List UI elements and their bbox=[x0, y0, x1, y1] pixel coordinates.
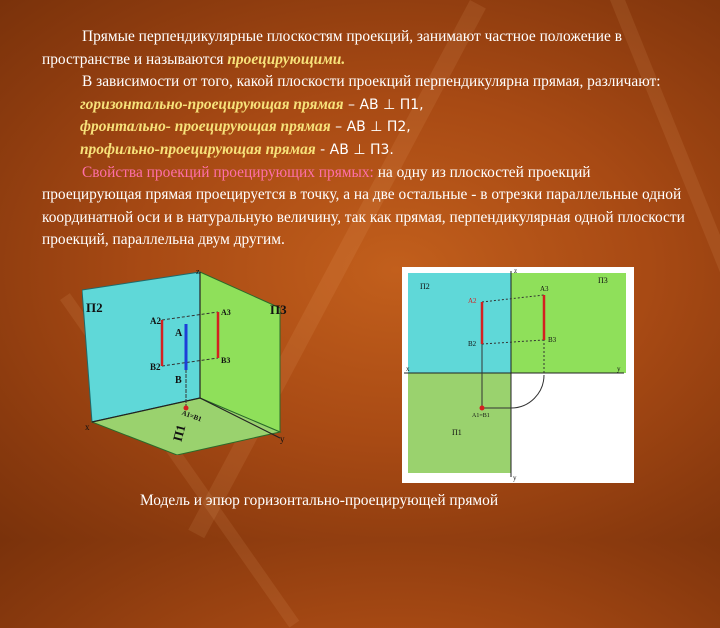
list-item bbox=[42, 94, 692, 117]
properties-lead: Свойства проекций проецирующих прямых: bbox=[82, 163, 374, 181]
label-x: x bbox=[85, 422, 90, 432]
epure-profile-plane bbox=[511, 273, 626, 373]
label-a: A bbox=[175, 328, 183, 339]
frontal-plane bbox=[82, 272, 200, 422]
label-a1b1: A1=B1 bbox=[180, 408, 203, 424]
list-item bbox=[42, 116, 692, 139]
epure-label-y-right: y bbox=[617, 365, 621, 373]
main-text bbox=[42, 26, 692, 252]
figure-caption: Модель и эпюр горизонтально-проецирующей прямой bbox=[140, 492, 499, 509]
paragraph-1-text: Прямые перпендикулярные плоскостям проекций, занимают частное положение в пространстве и называются bbox=[42, 28, 622, 68]
epure-figure bbox=[402, 267, 634, 483]
epure-label-b2: B2 bbox=[468, 340, 477, 348]
paragraph-1 bbox=[42, 26, 692, 71]
properties-text: на одну из плоскостей проекций проецирующая прямая проецируется в точку, а на две остальные - в отрезки параллельные одной координатной оси и в натуральную величину, так как прямая, перпендикулярная одной плоскости проекций, параллельна двум другим. bbox=[42, 163, 685, 249]
label-b3: B3 bbox=[221, 356, 231, 365]
label-a2: A2 bbox=[150, 316, 161, 326]
list-item-rest: – АВ ⊥ П1, bbox=[343, 96, 424, 113]
label-b2: B2 bbox=[150, 362, 161, 372]
paragraph-1-term: проецирующими. bbox=[227, 50, 346, 68]
label-pi2: П2 bbox=[86, 300, 103, 315]
projection-model-figure bbox=[82, 270, 297, 455]
epure-horizontal-plane bbox=[408, 373, 511, 473]
list-item bbox=[42, 139, 692, 162]
epure-label-y-bottom: y bbox=[513, 474, 517, 482]
list-item-rest: – АВ ⊥ П2, bbox=[330, 119, 411, 136]
label-pi3: П3 bbox=[270, 302, 287, 317]
epure-label-x: x bbox=[406, 365, 410, 373]
label-y: y bbox=[280, 434, 285, 444]
epure-point-a1b1 bbox=[480, 406, 485, 411]
label-b: B bbox=[175, 375, 182, 386]
list-item-term: фронтально- проецирующая прямая bbox=[80, 118, 331, 136]
epure-label-z: z bbox=[514, 267, 518, 275]
label-pi1: П1 bbox=[169, 422, 189, 443]
paragraph-2: В зависимости от того, какой плоскости проекций перпендикулярна прямая, различают: bbox=[82, 73, 661, 91]
epure-label-pi2: П2 bbox=[420, 282, 430, 291]
epure-label-pi1: П1 bbox=[452, 428, 462, 437]
epure-label-a2: A2 bbox=[468, 297, 477, 305]
list-item-rest: - АВ ⊥ П3. bbox=[315, 141, 394, 158]
epure-label-a1b1: A1=B1 bbox=[472, 413, 490, 419]
epure-label-pi3: П3 bbox=[598, 276, 608, 285]
label-z: z bbox=[196, 270, 200, 276]
properties-paragraph bbox=[42, 162, 692, 252]
label-a3: A3 bbox=[221, 308, 231, 317]
list-item-term: профильно-проецирующая прямая bbox=[80, 140, 316, 158]
list-item-term: горизонтально-проецирующая прямая bbox=[80, 95, 344, 113]
epure-label-b3: B3 bbox=[548, 336, 557, 344]
epure-label-a3: A3 bbox=[540, 285, 549, 293]
